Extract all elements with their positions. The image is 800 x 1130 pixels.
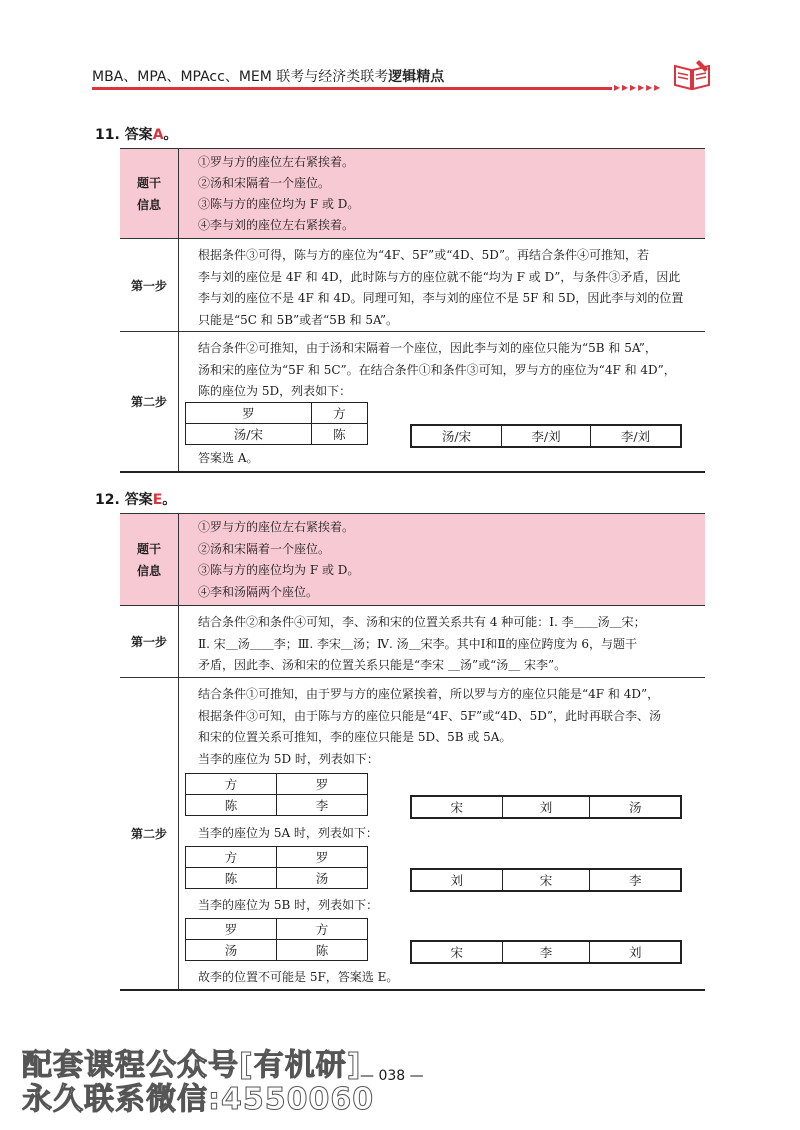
header-title-bold: 逻辑精点	[388, 69, 445, 85]
seat-cell: 李	[502, 941, 590, 963]
seat-cell: 汤/宋	[186, 424, 312, 445]
q12-step2-row	[120, 677, 705, 990]
seat-cell: 陈	[186, 868, 277, 889]
q12-case3-text: 当李的座位为 5B 时，列表如下：	[198, 898, 379, 912]
seat-cell: 罗	[186, 919, 277, 940]
q11-answer-prefix: 答案	[124, 127, 153, 143]
watermark-line-2: 永久联系微信:4550060	[22, 1082, 375, 1117]
q12-step1-line: 矛盾，因此李、汤和宋的位置关系只能是“李宋 ＿汤”或“汤＿ 宋李”。	[198, 658, 567, 672]
q11-step1-label: 第一步	[130, 278, 167, 293]
q11-info-line: ④李与刘的座位左右紧挨着。	[198, 218, 355, 232]
q11-step2-line: 汤和宋的座位为“5F 和 5C”。在结合条件①和条件③可知，罗与方的座位为“4F 和 4D”，	[198, 362, 676, 377]
q11-step1-line: 只能是“5C 和 5B”或者“5B 和 5A”。	[198, 312, 399, 327]
q11-info-line: ③陈与方的座位均为 F 或 D。	[198, 197, 360, 211]
q12-case1-table-right	[410, 795, 682, 819]
q12-step1-line: Ⅱ. 宋＿汤＿＿李；Ⅲ. 李宋＿汤；Ⅳ. 汤＿宋李。其中Ⅰ和Ⅱ的座位跨度为 6，与题干	[198, 636, 637, 651]
seat-cell: 陈	[311, 424, 367, 445]
q11-info-label	[120, 149, 178, 239]
q12-step1-line: 结合条件②和条件④可知，李、汤和宋的位置关系共有 4 种可能：Ⅰ. 李＿＿汤＿宋；	[198, 615, 646, 629]
q11-step1-line: 李与刘的座位是 4F 和 4D，此时陈与方的座位就不能“均为 F 或 D”，与条件③矛盾，因此	[198, 269, 681, 284]
q11-step1-line: 李与刘的座位不是 4F 和 4D。同理可知，李与刘的座位不是 5F 和 5D，因此李与刘的位置	[198, 291, 684, 305]
q12-step1-label: 第一步	[130, 635, 167, 649]
q12-case3-table-right	[410, 940, 682, 964]
book-icon	[672, 58, 712, 92]
page-header	[92, 60, 712, 100]
q11-info-label-1: 题干	[136, 176, 161, 190]
q11-conclusion: 答案选 A。	[198, 451, 259, 465]
seat-cell: 汤/宋	[411, 425, 501, 447]
q12-case1-text: 当李的座位为 5D 时，列表如下：	[198, 751, 379, 766]
seat-cell: 汤	[186, 940, 277, 961]
q11-answer-suffix: 。	[163, 127, 178, 143]
q12-case1-table-left	[185, 773, 368, 816]
q12-info-label-2: 信息	[136, 564, 161, 578]
q11-step2-row	[120, 331, 705, 472]
q11-info-line: ②汤和宋隔着一个座位。	[198, 176, 331, 190]
q11-number: 11.	[95, 127, 120, 143]
seat-cell: 宋	[411, 796, 502, 818]
seat-cell: 方	[311, 403, 367, 424]
seat-cell: 汤	[277, 868, 368, 889]
seat-cell: 方	[186, 774, 277, 795]
q11-step2-line: 陈的座位为 5D，列表如下：	[198, 384, 352, 398]
seat-cell: 刘	[590, 941, 681, 963]
seat-cell: 宋	[411, 941, 502, 963]
q12-number: 12.	[95, 492, 120, 508]
q12-info-label	[120, 514, 178, 606]
q12-answer-prefix: 答案	[124, 492, 153, 508]
q12-step2-line: 根据条件③可知，由于陈与方的座位只能是“4F、5F”或“4D、5D”，此时再联合李、汤	[198, 708, 661, 723]
q12-info-line: ①罗与方的座位左右紧挨着。	[198, 520, 355, 534]
q12-info-line: ②汤和宋隔着一个座位。	[198, 541, 331, 556]
q12-answer: E	[152, 492, 163, 508]
q11-info-label-2: 信息	[136, 198, 161, 212]
header-title	[92, 66, 444, 86]
q12-case2-table-right	[410, 868, 682, 892]
header-rule	[92, 87, 612, 90]
seat-cell: 陈	[186, 795, 277, 816]
q11-step2-line: 结合条件②可推知，由于汤和宋隔着一个座位，因此李与刘的座位只能为“5B 和 5A”，	[198, 341, 657, 355]
header-title-plain: MBA、MPA、MPAcc、MEM 联考与经济类联考	[92, 69, 389, 85]
seat-cell: 方	[186, 847, 277, 868]
q11-step2-label: 第二步	[130, 395, 167, 409]
q12-case2-text: 当李的座位为 5A 时，列表如下：	[198, 826, 378, 840]
seat-cell: 李/刘	[501, 425, 590, 447]
q12-case3-table-left	[185, 918, 368, 961]
q11-info-line: ①罗与方的座位左右紧挨着。	[198, 155, 355, 169]
q11-info-row	[120, 148, 705, 239]
seat-cell: 方	[277, 919, 368, 940]
watermark-line-1: 配套课程公众号[有机研]	[22, 1048, 362, 1083]
seat-cell: 李/刘	[591, 425, 682, 447]
seat-cell: 李	[590, 869, 681, 891]
q11-seat-table-right	[410, 424, 682, 448]
seat-cell: 陈	[277, 940, 368, 961]
seat-cell: 李	[277, 795, 368, 816]
seat-cell: 罗	[277, 847, 368, 868]
q12-info-row	[120, 513, 705, 606]
q11-step1-row	[120, 238, 705, 332]
seat-cell: 刘	[502, 796, 590, 818]
seat-cell: 汤	[590, 796, 681, 818]
q11-seat-table-row4	[185, 402, 368, 445]
q11-answer: A	[152, 127, 164, 143]
q12-conclusion: 故李的位置不可能是 5F，答案选 E。	[198, 970, 399, 984]
page-number: — 038 —	[360, 1068, 424, 1084]
q12-step2-line: 结合条件①可推知，由于罗与方的座位紧挨着，所以罗与方的座位只能是“4F 和 4D”，	[198, 687, 660, 701]
seat-cell: 刘	[411, 869, 502, 891]
q12-step1-row	[120, 605, 705, 678]
q12-step2-line: 和宋的位置关系可推知，李的座位只能是 5D、5B 或 5A。	[198, 730, 512, 744]
q12-info-line: ④李和汤隔两个座位。	[198, 584, 319, 599]
q12-info-line: ③陈与方的座位均为 F 或 D。	[198, 563, 360, 577]
q12-heading	[95, 489, 176, 509]
q12-case2-table-left	[185, 846, 368, 889]
seat-cell: 宋	[502, 869, 590, 891]
q11-heading	[95, 124, 178, 144]
header-dots: ▸▸▸▸▸▸	[614, 80, 663, 94]
q11-step1-line: 根据条件③可得，陈与方的座位为“4F、5F”或“4D、5D”。再结合条件④可推知，若	[198, 248, 649, 262]
q12-answer-suffix: 。	[162, 492, 177, 508]
seat-cell: 罗	[277, 774, 368, 795]
q12-step2-label: 第二步	[130, 827, 167, 841]
q12-info-label-1: 题干	[136, 542, 161, 556]
seat-cell: 罗	[186, 403, 312, 424]
